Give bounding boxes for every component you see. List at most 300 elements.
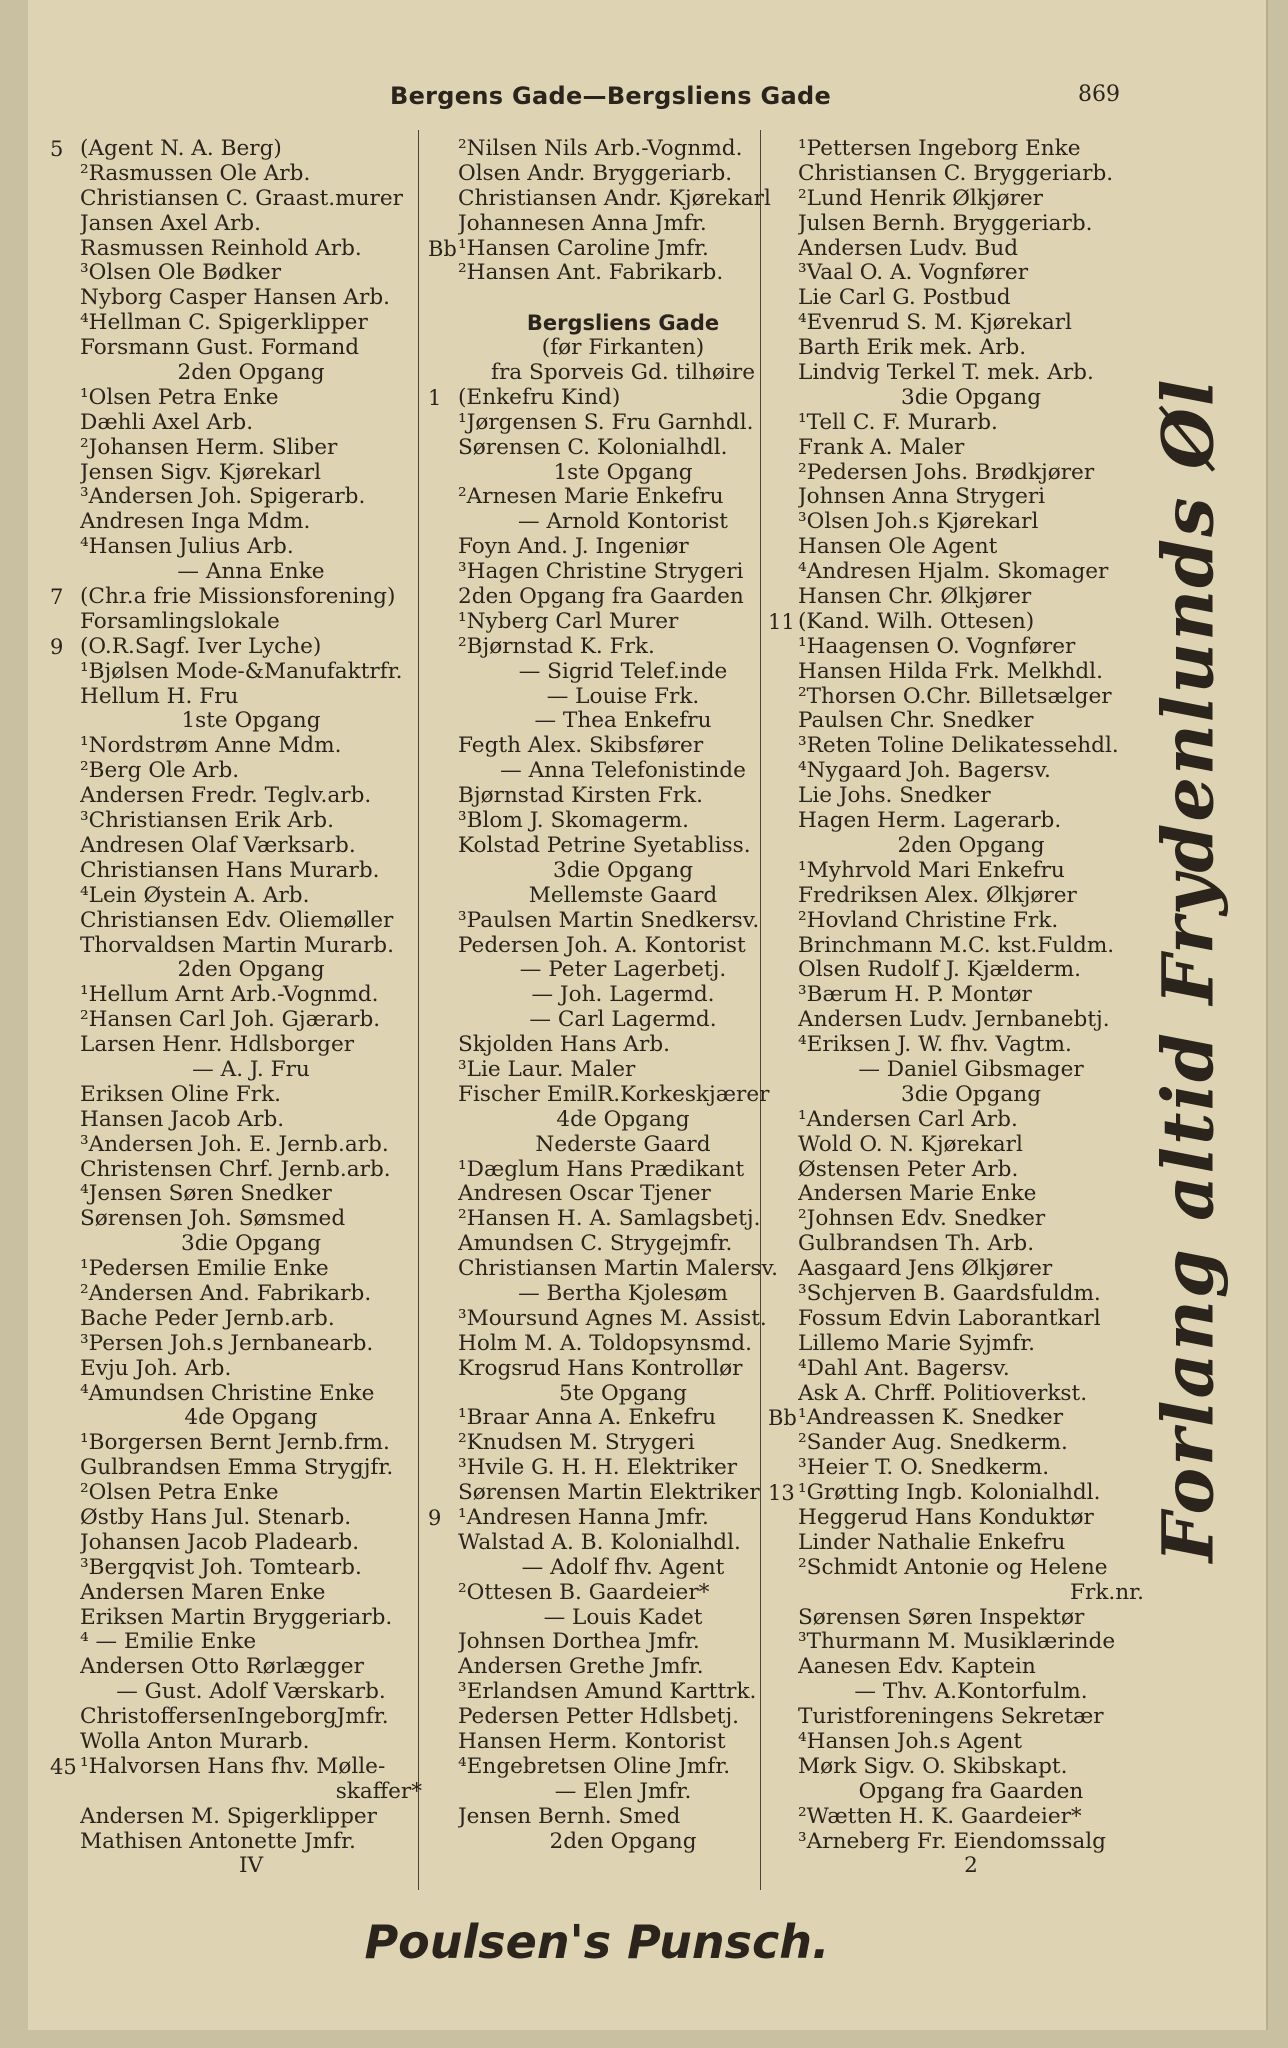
entry-text: ¹Andresen Hanna Jmfr. xyxy=(458,1505,709,1530)
directory-entry xyxy=(428,635,788,660)
house-number xyxy=(50,1382,80,1407)
bottom-advertisement: Poulsen's Punsch. xyxy=(364,1915,830,1969)
directory-entry xyxy=(50,1680,422,1705)
entry-text: Hansen Chr. Ølkjører xyxy=(798,585,1032,610)
entry-text: — Louis Kadet xyxy=(543,1605,703,1630)
house-number xyxy=(768,1033,798,1058)
entry-text: ⁴Evenrud S. M. Kjørekarl xyxy=(798,311,1072,336)
house-number xyxy=(768,1182,798,1207)
entry-text: — Thv. A.Kontorfulm. xyxy=(854,1680,1088,1705)
directory-entry xyxy=(428,909,788,934)
house-number xyxy=(428,1755,458,1780)
house-number xyxy=(428,535,458,560)
directory-entry xyxy=(50,336,422,361)
house-number xyxy=(50,361,80,386)
entry-text: Olsen Andr. Bryggeriarb. xyxy=(458,161,733,186)
house-number xyxy=(768,212,798,237)
house-number xyxy=(768,1382,798,1407)
house-number xyxy=(50,809,80,834)
entry-text: Johannesen Anna Jmfr. xyxy=(458,211,707,236)
entry-text: Sørensen Søren Inspektør xyxy=(798,1605,1085,1630)
entry-text: 3die Opgang xyxy=(900,385,1042,410)
directory-entry xyxy=(50,261,422,286)
house-number xyxy=(50,386,80,411)
house-number xyxy=(428,1332,458,1357)
entry-text: Andersen Maren Enke xyxy=(80,1580,326,1605)
entry-text: Mathisen Antonette Jmfr. xyxy=(80,1829,356,1854)
directory-entry xyxy=(768,1830,1144,1855)
entry-text: ¹Pettersen Ingeborg Enke xyxy=(798,137,1081,161)
directory-entry xyxy=(428,1830,788,1855)
entry-text: Pedersen Joh. A. Kontorist xyxy=(458,933,746,958)
house-number xyxy=(768,585,798,610)
entry-text: skaffer* xyxy=(335,1779,422,1804)
directory-entry xyxy=(768,1382,1144,1407)
house-number xyxy=(50,1456,80,1481)
house-number: 13 xyxy=(768,1481,795,1506)
directory-entry xyxy=(50,311,422,336)
entry-text: Jansen Axel Arb. xyxy=(80,211,261,236)
directory-entry xyxy=(768,336,1144,361)
house-number xyxy=(428,1431,458,1456)
directory-entry xyxy=(768,1307,1144,1332)
house-number xyxy=(50,336,80,361)
entry-text: Christiansen C. Graast.murer xyxy=(80,186,403,211)
house-number xyxy=(50,1108,80,1133)
directory-entry xyxy=(428,958,788,983)
house-number: 45 xyxy=(50,1754,77,1779)
entry-text: Amundsen C. Strygejmfr. xyxy=(458,1232,733,1257)
house-number xyxy=(50,1431,80,1456)
entry-text: ¹Braar Anna A. Enkefru xyxy=(458,1406,717,1431)
directory-entry xyxy=(768,1058,1144,1083)
directory-entry xyxy=(768,1207,1144,1232)
house-number xyxy=(50,1655,80,1680)
house-number xyxy=(768,1431,798,1456)
house-number xyxy=(50,934,80,959)
house-number xyxy=(768,909,798,934)
entry-text: Christiansen Martin Malersv. xyxy=(458,1257,778,1282)
entry-text: ¹Myhrvold Mari Enkefru xyxy=(798,858,1065,883)
directory-entry xyxy=(768,1606,1144,1631)
house-number xyxy=(428,1456,458,1481)
house-number xyxy=(428,909,458,934)
entry-text: 4de Opgang xyxy=(184,1406,318,1431)
directory-entry xyxy=(428,734,788,759)
entry-text: ³Blom J. Skomagerm. xyxy=(458,809,689,834)
entry-text: Gulbrandsen Th. Arb. xyxy=(798,1232,1035,1257)
house-number xyxy=(768,759,798,784)
entry-text: Forsamlingslokale xyxy=(80,609,280,634)
entry-text: ³Olsen Ole Bødker xyxy=(80,261,282,286)
directory-entry xyxy=(768,834,1144,859)
house-number xyxy=(428,1830,458,1855)
house-number xyxy=(50,162,80,187)
entry-text: Frank A. Maler xyxy=(798,435,965,460)
directory-entry xyxy=(428,510,788,535)
directory-entry xyxy=(428,1257,788,1282)
directory-entry xyxy=(50,485,422,510)
entry-text: ²Knudsen M. Strygeri xyxy=(458,1431,695,1456)
directory-entry xyxy=(428,1680,788,1705)
entry-text: Olsen Rudolf J. Kjælderm. xyxy=(798,958,1081,983)
directory-entry xyxy=(50,610,422,635)
directory-entry xyxy=(50,635,422,660)
house-number xyxy=(768,983,798,1008)
entry-text: ²Hansen H. A. Samlagsbetj. xyxy=(458,1207,761,1232)
directory-entry xyxy=(768,1282,1144,1307)
entry-text: ³Olsen Joh.s Kjørekarl xyxy=(798,510,1039,535)
entry-text: — Anna Enke xyxy=(177,560,325,585)
entry-text: ²Olsen Petra Enke xyxy=(80,1481,279,1506)
entry-text: ¹Andersen Carl Arb. xyxy=(798,1107,1018,1132)
house-number xyxy=(428,162,458,187)
house-number xyxy=(50,510,80,535)
directory-entry xyxy=(50,660,422,685)
entry-text: Andersen Fredr. Teglv.arb. xyxy=(80,784,372,809)
house-number xyxy=(768,958,798,983)
entry-text: ³Hvile G. H. H. Elektriker xyxy=(458,1456,738,1481)
directory-entry xyxy=(50,709,422,734)
house-number: Bb xyxy=(768,1406,797,1431)
entry-text: ³Persen Joh.s Jernbanearb. xyxy=(80,1331,374,1356)
house-number xyxy=(50,1581,80,1606)
directory-entry xyxy=(768,485,1144,510)
house-number xyxy=(768,1730,798,1755)
directory-entry xyxy=(50,1406,422,1431)
entry-text: Lillemo Marie Syjmfr. xyxy=(798,1331,1036,1356)
directory-entry xyxy=(768,1705,1144,1730)
entry-text: 2den Opgang xyxy=(549,1829,697,1854)
directory-entry xyxy=(428,1207,788,1232)
directory-entry xyxy=(428,1008,788,1033)
directory-entry xyxy=(768,1531,1144,1556)
house-number xyxy=(50,1257,80,1282)
directory-entry xyxy=(768,1780,1144,1805)
house-number xyxy=(428,1730,458,1755)
house-number xyxy=(50,709,80,734)
house-number xyxy=(50,1058,80,1083)
directory-entry xyxy=(50,585,422,610)
entry-text: Pedersen Petter Hdlsbetj. xyxy=(458,1705,740,1730)
entry-text: 4de Opgang xyxy=(556,1107,690,1132)
directory-entry xyxy=(768,1755,1144,1780)
directory-entry xyxy=(768,535,1144,560)
entry-text: — Joh. Lagermd. xyxy=(531,983,715,1008)
house-number xyxy=(50,1606,80,1631)
house-number xyxy=(50,1680,80,1705)
house-number xyxy=(428,809,458,834)
directory-entry xyxy=(428,1606,788,1631)
directory-entry xyxy=(428,212,788,237)
entry-text: Bache Peder Jernb.arb. xyxy=(80,1306,335,1331)
directory-entry xyxy=(50,884,422,909)
directory-entry xyxy=(50,1133,422,1158)
entry-text: Andersen Ludv. Jernbanebtj. xyxy=(798,1008,1110,1033)
directory-entry xyxy=(768,809,1144,834)
house-number xyxy=(428,336,458,361)
house-number xyxy=(50,1531,80,1556)
directory-entry xyxy=(50,1033,422,1058)
house-number xyxy=(50,485,80,510)
entry-text: ¹Hellum Arnt Arb.-Vognmd. xyxy=(80,983,379,1008)
house-number xyxy=(768,1606,798,1631)
entry-text: Hansen Herm. Kontorist xyxy=(458,1730,726,1754)
directory-entry xyxy=(50,1058,422,1083)
house-number xyxy=(768,1307,798,1332)
directory-entry xyxy=(428,1506,788,1531)
house-number xyxy=(768,386,798,411)
house-number xyxy=(768,1655,798,1680)
directory-entry xyxy=(428,1805,788,1830)
directory-entry xyxy=(428,1481,788,1506)
house-number xyxy=(50,610,80,635)
directory-entry xyxy=(50,212,422,237)
house-number xyxy=(428,1531,458,1556)
entry-text: Lie Johs. Snedker xyxy=(798,784,991,809)
directory-entry xyxy=(428,784,788,809)
entry-text: Fredriksen Alex. Ølkjører xyxy=(798,883,1077,908)
entry-text: Bjørnstad Kirsten Frk. xyxy=(458,784,704,809)
entry-text: Turistforeningens Sekretær xyxy=(798,1705,1104,1730)
directory-entry xyxy=(50,909,422,934)
directory-entry xyxy=(428,1705,788,1730)
entry-text: — Bertha Kjolesøm xyxy=(518,1281,728,1306)
house-number xyxy=(768,784,798,809)
directory-entry xyxy=(768,286,1144,311)
entry-text: ³Thurmann M. Musiklærinde xyxy=(798,1630,1116,1655)
house-number xyxy=(768,1755,798,1780)
directory-entry xyxy=(428,336,788,361)
directory-entry xyxy=(428,560,788,585)
entry-text: Christiansen Edv. Oliemøller xyxy=(80,908,394,933)
house-number xyxy=(50,187,80,212)
house-number xyxy=(768,1108,798,1133)
house-number xyxy=(50,909,80,934)
entry-text: — Louise Frk. xyxy=(546,684,700,709)
house-number xyxy=(428,1382,458,1407)
directory-entry xyxy=(768,1108,1144,1133)
directory-entry xyxy=(50,361,422,386)
entry-text: ¹Olsen Petra Enke xyxy=(80,385,279,410)
entry-text: ³Schjerven B. Gaardsfuldm. xyxy=(798,1281,1101,1306)
house-number xyxy=(428,585,458,610)
house-number xyxy=(428,485,458,510)
house-number xyxy=(428,286,458,311)
house-number xyxy=(50,1232,80,1257)
house-number xyxy=(768,1705,798,1730)
house-number xyxy=(50,560,80,585)
directory-entry xyxy=(768,934,1144,959)
house-number xyxy=(768,1805,798,1830)
house-number xyxy=(428,635,458,660)
entry-text: Johnsen Anna Strygeri xyxy=(798,485,1046,510)
house-number xyxy=(50,261,80,286)
directory-entry xyxy=(50,685,422,710)
entry-text: ²Johansen Herm. Sliber xyxy=(80,435,338,460)
entry-text: ⁴Dahl Ant. Bagersv. xyxy=(798,1356,1010,1381)
directory-entry xyxy=(428,386,788,411)
house-number xyxy=(50,1282,80,1307)
directory-entry xyxy=(768,1730,1144,1755)
house-number xyxy=(50,1705,80,1730)
entry-text: — A. J. Fru xyxy=(192,1057,310,1082)
house-number xyxy=(768,1282,798,1307)
house-number xyxy=(768,461,798,486)
house-number xyxy=(768,162,798,187)
entry-text: Jensen Sigv. Kjørekarl xyxy=(80,460,321,485)
house-number xyxy=(50,1133,80,1158)
entry-text: ²Andersen And. Fabrikarb. xyxy=(80,1281,372,1306)
directory-entry xyxy=(428,759,788,784)
house-number xyxy=(428,734,458,759)
entry-text: Krogsrud Hans Kontrollør xyxy=(458,1356,743,1381)
entry-text: fra Sporveis Gd. tilhøire xyxy=(490,361,756,386)
entry-text: (før Firkanten) xyxy=(541,336,705,361)
entry-text: Østensen Peter Arb. xyxy=(798,1157,1019,1182)
directory-entry xyxy=(428,1382,788,1407)
directory-entry xyxy=(428,162,788,187)
house-number xyxy=(50,685,80,710)
entry-text: Christiansen C. Bryggeriarb. xyxy=(798,161,1114,186)
directory-entry xyxy=(50,809,422,834)
house-number xyxy=(50,1805,80,1830)
entry-text: ²Bjørnstad K. Frk. xyxy=(458,634,655,659)
directory-entry xyxy=(50,1805,422,1830)
house-number xyxy=(428,510,458,535)
running-title: Bergens Gade—Bergsliens Gade xyxy=(390,82,832,110)
entry-text: 1ste Opgang xyxy=(553,460,693,485)
directory-entry xyxy=(428,361,788,386)
directory-entry xyxy=(428,137,788,162)
house-number xyxy=(768,1058,798,1083)
entry-text: ²Pedersen Johs. Brødkjører xyxy=(798,460,1095,485)
directory-entry xyxy=(768,784,1144,809)
directory-entry xyxy=(428,1531,788,1556)
entry-text: Nyborg Casper Hansen Arb. xyxy=(80,286,391,311)
entry-text: Johansen Jacob Pladearb. xyxy=(80,1530,360,1555)
entry-text: Sørensen Martin Elektriker xyxy=(458,1481,760,1506)
directory-entry xyxy=(768,1083,1144,1108)
entry-text: (Kand. Wilh. Ottesen) xyxy=(798,609,1035,634)
entry-text: Andersen Ludv. Bud xyxy=(798,236,1019,261)
house-number xyxy=(50,535,80,560)
house-number xyxy=(50,1506,80,1531)
house-number xyxy=(768,1207,798,1232)
directory-entry xyxy=(768,1805,1144,1830)
entry-text: Ask A. Chrff. Politioverkst. xyxy=(798,1381,1088,1406)
directory-entry xyxy=(428,1182,788,1207)
house-number: 7 xyxy=(50,585,64,610)
entry-text: Walstad A. B. Kolonialhdl. xyxy=(458,1530,741,1555)
house-number xyxy=(768,1780,798,1805)
house-number xyxy=(768,809,798,834)
entry-text: Hansen Jacob Arb. xyxy=(80,1107,285,1132)
directory-entry xyxy=(428,1456,788,1481)
directory-entry xyxy=(768,1257,1144,1282)
house-number xyxy=(768,510,798,535)
directory-entry xyxy=(50,1431,422,1456)
house-number xyxy=(428,411,458,436)
directory-entry xyxy=(428,1133,788,1158)
directory-entry xyxy=(50,1357,422,1382)
house-number xyxy=(768,1133,798,1158)
house-number xyxy=(50,1406,80,1431)
entry-text: ¹Andreassen K. Snedker xyxy=(798,1406,1064,1431)
house-number xyxy=(428,983,458,1008)
directory-entry xyxy=(428,660,788,685)
entry-text: Johnsen Dorthea Jmfr. xyxy=(458,1630,700,1655)
directory-entry xyxy=(768,958,1144,983)
house-number xyxy=(768,734,798,759)
directory-entry xyxy=(768,709,1144,734)
entry-text: 2den Opgang xyxy=(177,361,325,386)
directory-entry xyxy=(428,1307,788,1332)
entry-text: Hansen Ole Agent xyxy=(798,535,998,560)
directory-entry xyxy=(768,635,1144,660)
directory-entry xyxy=(50,187,422,212)
house-number: 5 xyxy=(50,137,64,161)
entry-text: Frk.nr. xyxy=(1070,1580,1144,1605)
house-number xyxy=(428,834,458,859)
directory-entry xyxy=(50,461,422,486)
entry-text: ⁴Hansen Joh.s Agent xyxy=(798,1730,1023,1754)
house-number xyxy=(428,1406,458,1431)
directory-entry xyxy=(50,1257,422,1282)
directory-entry xyxy=(428,1406,788,1431)
directory-entry xyxy=(768,436,1144,461)
entry-text: ¹Jørgensen S. Fru Garnhdl. xyxy=(458,410,754,435)
entry-text: Sørensen C. Kolonialhdl. xyxy=(458,435,728,460)
entry-text: ⁴Engebretsen Oline Jmfr. xyxy=(458,1754,731,1779)
directory-entry xyxy=(428,1581,788,1606)
directory-entry xyxy=(428,685,788,710)
directory-entry xyxy=(768,1332,1144,1357)
directory-entry xyxy=(50,1730,422,1755)
entry-text: ³Hagen Christine Strygeri xyxy=(458,560,744,585)
entry-text: ²Berg Ole Arb. xyxy=(80,759,240,784)
entry-text: Nederste Gaard xyxy=(535,1132,711,1157)
house-number xyxy=(428,1581,458,1606)
directory-entry xyxy=(428,1058,788,1083)
house-number xyxy=(428,1630,458,1655)
entry-text: Lindvig Terkel T. mek. Arb. xyxy=(798,361,1094,386)
house-number: 11 xyxy=(768,609,795,634)
house-number xyxy=(768,709,798,734)
entry-text: Paulsen Chr. Snedker xyxy=(798,709,1034,734)
directory-entry xyxy=(428,311,788,336)
entry-text: Fegth Alex. Skibsfører xyxy=(458,734,704,759)
directory-entry xyxy=(428,934,788,959)
house-number xyxy=(428,560,458,585)
house-number xyxy=(50,1481,80,1506)
directory-entry xyxy=(768,1456,1144,1481)
entry-text: (Enkefru Kind) xyxy=(458,385,621,410)
house-number xyxy=(428,1357,458,1382)
house-number xyxy=(768,187,798,212)
house-number xyxy=(768,1357,798,1382)
entry-text: ¹Dæglum Hans Prædikant xyxy=(458,1157,745,1182)
entry-text: — Adolf fhv. Agent xyxy=(521,1555,725,1580)
directory-entry xyxy=(428,237,788,262)
house-number xyxy=(428,137,458,162)
house-number xyxy=(768,1232,798,1257)
house-number xyxy=(768,411,798,436)
house-number: 9 xyxy=(428,1505,442,1530)
house-number xyxy=(50,734,80,759)
house-number xyxy=(50,958,80,983)
directory-entry xyxy=(768,884,1144,909)
